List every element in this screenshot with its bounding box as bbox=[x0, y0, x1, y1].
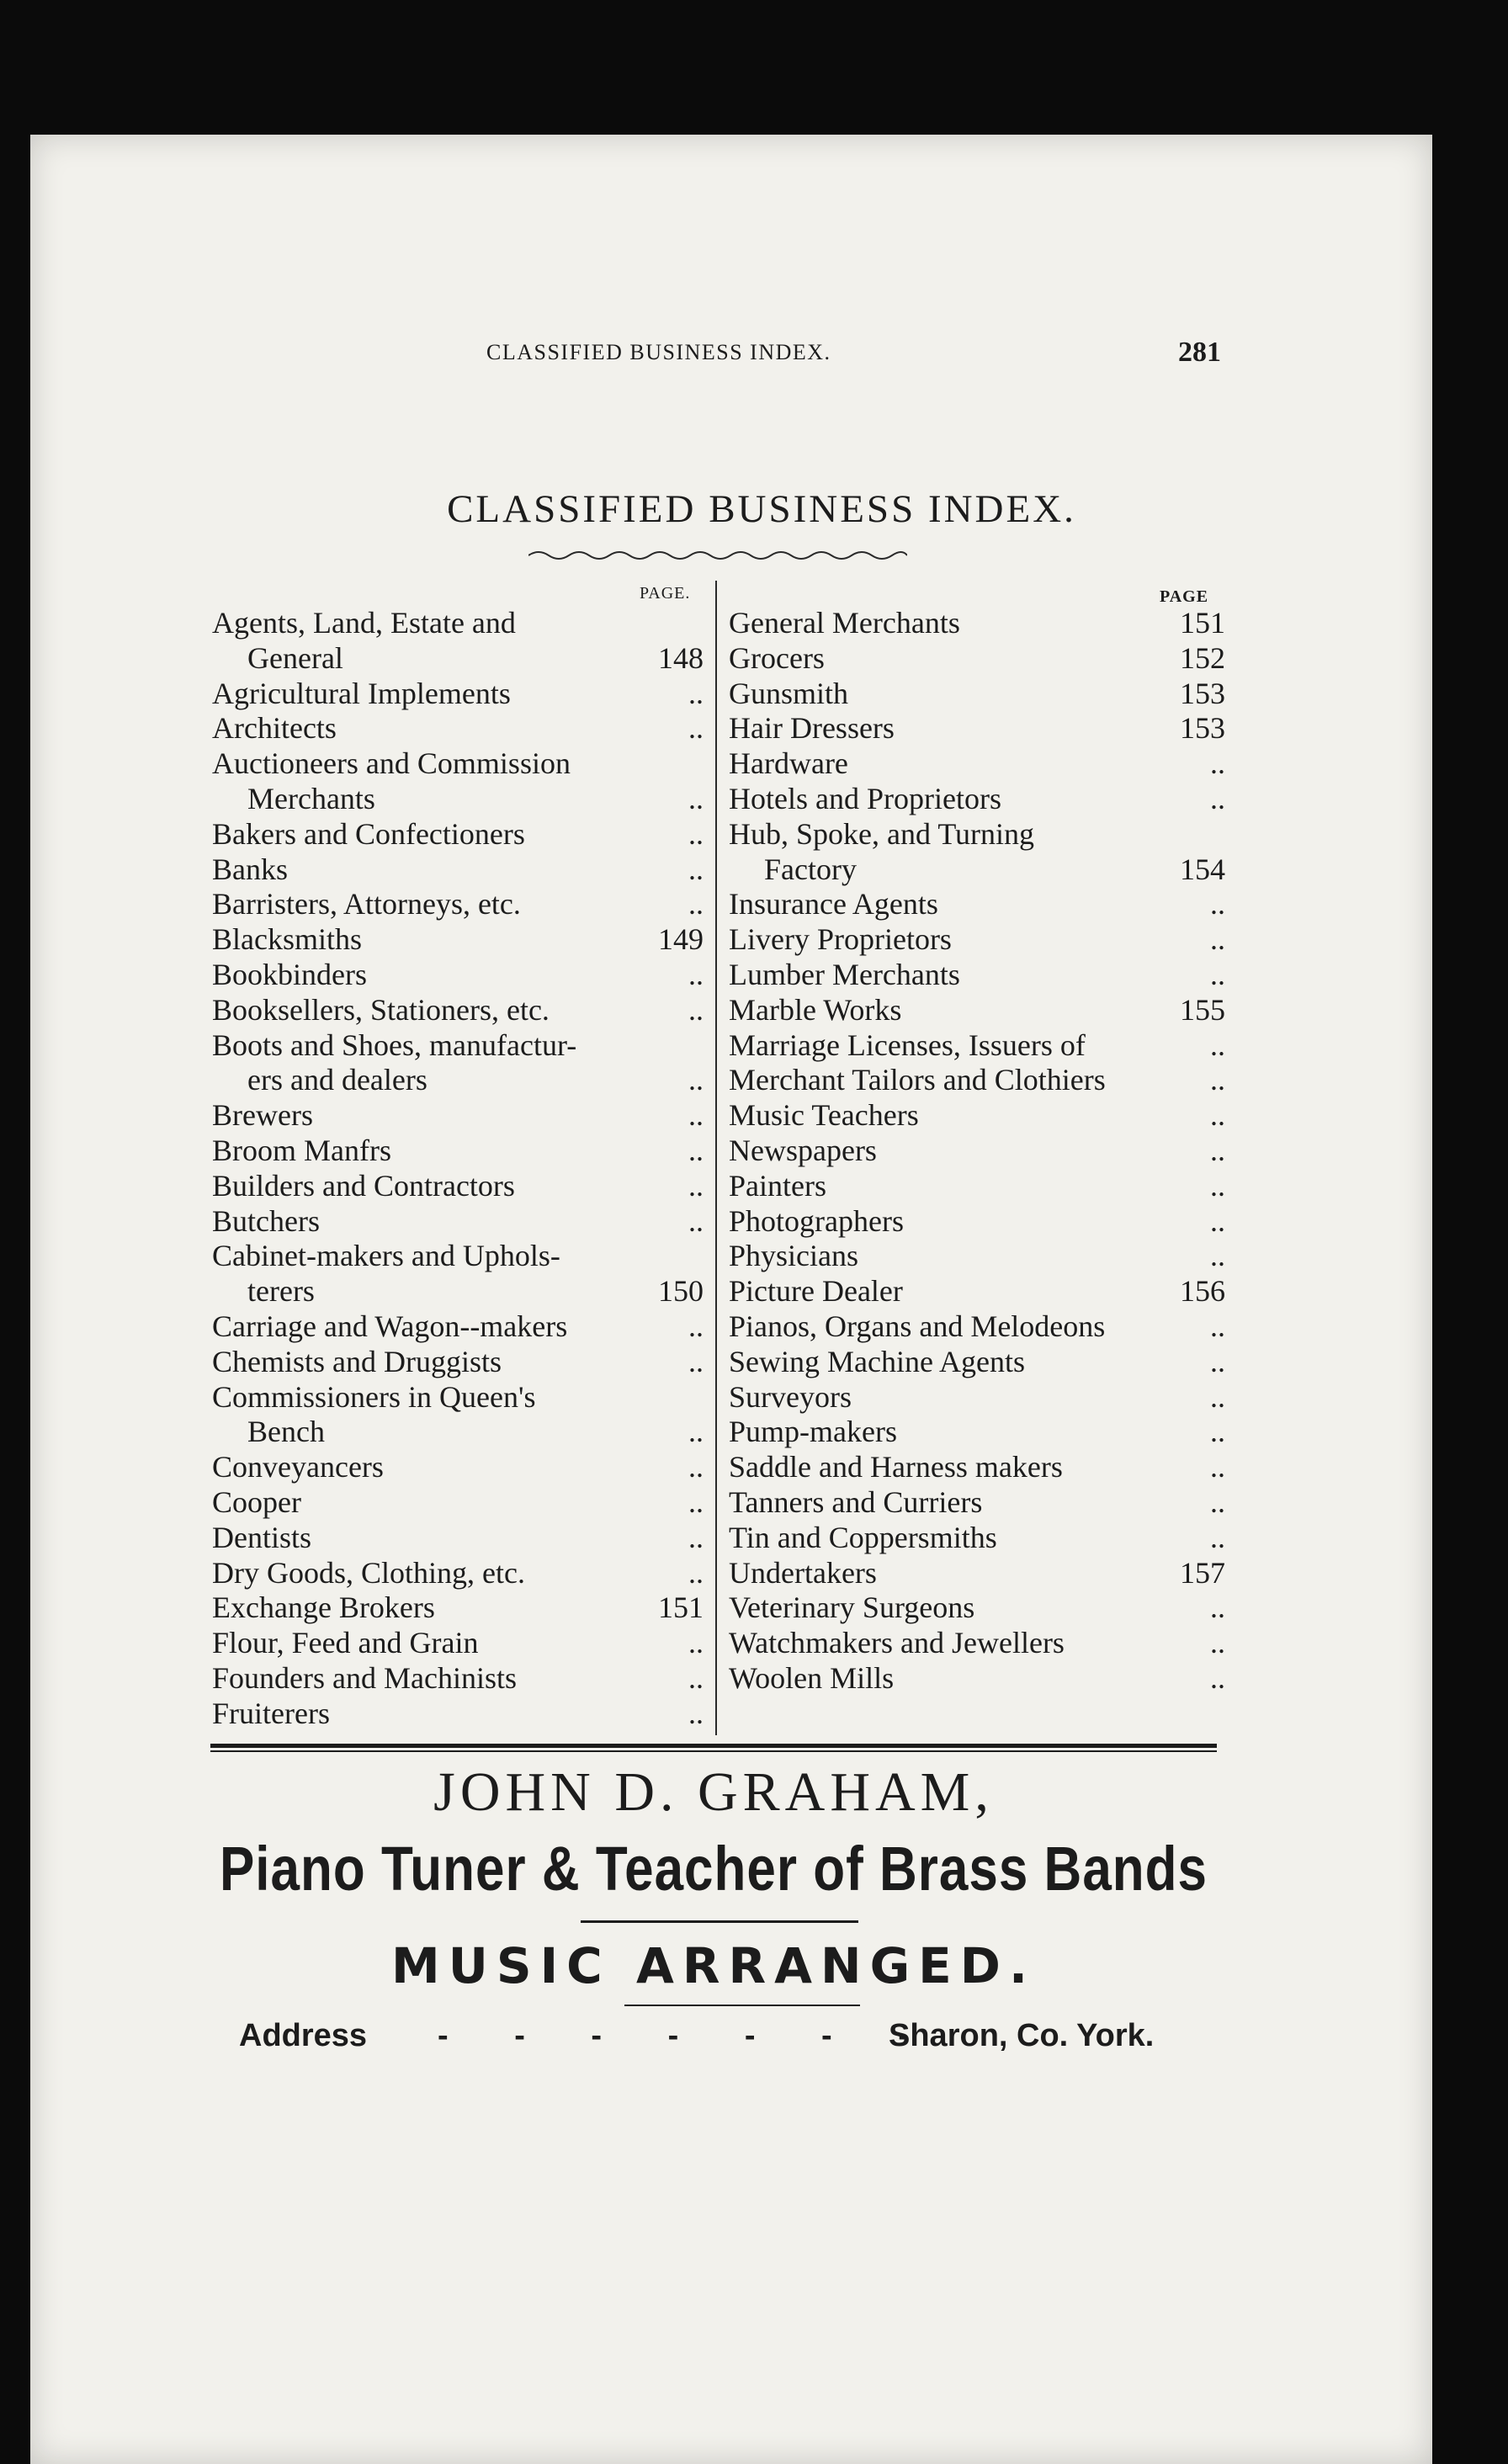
index-entry-page: .. bbox=[1210, 1590, 1225, 1625]
index-entry-label: Cabinet-makers and Uphols- bbox=[212, 1239, 560, 1273]
index-entry-page: .. bbox=[688, 1626, 704, 1660]
index-entry-label: Agricultural Implements bbox=[212, 676, 511, 710]
index-entry-label: ers and dealers bbox=[247, 1063, 427, 1097]
index-entry bbox=[212, 922, 715, 958]
index-entry-page: .. bbox=[688, 1063, 704, 1097]
index-entry-label: Agents, Land, Estate and bbox=[212, 606, 516, 640]
index-entry-page: .. bbox=[688, 1660, 704, 1695]
index-entry bbox=[212, 1380, 715, 1415]
index-entry-label: Photographers bbox=[729, 1203, 904, 1238]
index-entry-label: Veterinary Surgeons bbox=[729, 1590, 975, 1625]
index-entry-page: .. bbox=[1210, 957, 1225, 991]
left-index-column bbox=[212, 606, 715, 1732]
index-entry-label: Bench bbox=[247, 1415, 325, 1449]
index-entry-label: Chemists and Druggists bbox=[212, 1344, 502, 1378]
index-entry bbox=[212, 1028, 715, 1064]
index-entry-page: .. bbox=[1210, 746, 1225, 781]
index-entry-page: .. bbox=[1210, 1379, 1225, 1414]
index-entry-label: Sewing Machine Agents bbox=[729, 1344, 1025, 1378]
right-index-column bbox=[729, 606, 1234, 1697]
index-entry bbox=[729, 1521, 1234, 1556]
index-entry-label: Dry Goods, Clothing, etc. bbox=[212, 1555, 525, 1590]
index-entry-page: .. bbox=[688, 852, 704, 886]
index-entry-page: 150 bbox=[658, 1274, 704, 1309]
index-entry bbox=[212, 1485, 715, 1521]
index-entry bbox=[212, 1661, 715, 1697]
index-entry-page: .. bbox=[688, 1450, 704, 1484]
index-entry bbox=[729, 1485, 1234, 1521]
index-entry-label: Cooper bbox=[212, 1484, 301, 1519]
index-entry bbox=[212, 746, 715, 782]
index-entry-label: Undertakers bbox=[729, 1555, 877, 1590]
index-entry-label: Fruiterers bbox=[212, 1696, 330, 1730]
title-ornament bbox=[528, 549, 907, 562]
index-entry bbox=[212, 1204, 715, 1240]
index-entry bbox=[729, 641, 1234, 677]
index-entry-label: Woolen Mills bbox=[729, 1660, 895, 1695]
index-entry-label: Newspapers bbox=[729, 1133, 877, 1167]
index-entry-page: .. bbox=[1210, 1063, 1225, 1097]
index-entry-page: .. bbox=[1210, 781, 1225, 815]
index-entry-label: Brewers bbox=[212, 1098, 313, 1133]
index-entry-label: Pianos, Organs and Melodeons bbox=[729, 1309, 1106, 1343]
index-entry-page: .. bbox=[1210, 1203, 1225, 1238]
index-entry-label: Boots and Shoes, manufactur- bbox=[212, 1028, 577, 1062]
index-entry bbox=[729, 1345, 1234, 1380]
index-entry-page: .. bbox=[1210, 1415, 1225, 1449]
advertisement-address-leader: - - - - - - - bbox=[438, 2018, 937, 2053]
index-entry-page: .. bbox=[688, 1203, 704, 1238]
index-entry-page: .. bbox=[1210, 1133, 1225, 1167]
index-entry bbox=[212, 852, 715, 888]
index-entry-page: .. bbox=[1210, 1168, 1225, 1203]
index-entry-page: .. bbox=[1210, 1626, 1225, 1660]
index-entry-page: .. bbox=[1210, 1450, 1225, 1484]
index-entry bbox=[212, 606, 715, 641]
index-entry-page: .. bbox=[1210, 1098, 1225, 1133]
index-entry-page: .. bbox=[688, 992, 704, 1027]
page-title: CLASSIFIED BUSINESS INDEX. bbox=[447, 487, 1076, 531]
advertisement-address-value: Sharon, Co. York. bbox=[889, 2018, 1155, 2053]
index-entry bbox=[729, 711, 1234, 746]
index-entry bbox=[212, 993, 715, 1028]
advertisement-rule-short bbox=[624, 2005, 860, 2006]
index-entry-label: Exchange Brokers bbox=[212, 1590, 435, 1625]
index-entry-page: .. bbox=[1210, 1309, 1225, 1343]
index-entry bbox=[212, 887, 715, 922]
index-entry-page: .. bbox=[688, 711, 704, 746]
index-entry bbox=[212, 1415, 715, 1450]
index-entry-page: .. bbox=[1210, 1484, 1225, 1519]
index-entry bbox=[729, 1380, 1234, 1415]
index-entry-page: .. bbox=[688, 1309, 704, 1343]
index-entry-label: Broom Manfrs bbox=[212, 1133, 391, 1167]
index-entry-page: 156 bbox=[1180, 1274, 1225, 1309]
index-entry-label: Picture Dealer bbox=[729, 1274, 903, 1309]
index-entry-page: .. bbox=[688, 887, 704, 921]
index-entry bbox=[729, 1239, 1234, 1274]
index-entry bbox=[212, 958, 715, 993]
index-entry-label: Bookbinders bbox=[212, 957, 367, 991]
index-entry bbox=[212, 641, 715, 677]
index-entry-label: Grocers bbox=[729, 640, 825, 675]
index-entry-page: 153 bbox=[1180, 711, 1225, 746]
index-entry bbox=[729, 1309, 1234, 1345]
running-head: CLASSIFIED BUSINESS INDEX. bbox=[486, 340, 831, 364]
index-entry-page: .. bbox=[688, 1555, 704, 1590]
index-entry-page: .. bbox=[688, 781, 704, 815]
index-entry bbox=[212, 1697, 715, 1732]
index-entry bbox=[729, 1169, 1234, 1204]
index-entry-label: Marriage Licenses, Issuers of bbox=[729, 1028, 1086, 1062]
index-entry bbox=[212, 1345, 715, 1380]
index-entry-label: Banks bbox=[212, 852, 288, 886]
index-entry bbox=[212, 1309, 715, 1345]
index-entry-label: Architects bbox=[212, 711, 337, 746]
index-entry-label: terers bbox=[247, 1274, 315, 1309]
index-entry bbox=[729, 1134, 1234, 1169]
index-entry bbox=[729, 677, 1234, 712]
index-entry-label: Livery Proprietors bbox=[729, 922, 952, 957]
index-entry-page: .. bbox=[1210, 1028, 1225, 1062]
index-entry bbox=[212, 1169, 715, 1204]
left-page-heading: PAGE. bbox=[640, 584, 691, 603]
index-entry bbox=[729, 1204, 1234, 1240]
index-entry-label: Merchants bbox=[247, 781, 375, 815]
index-entry-page: .. bbox=[688, 676, 704, 710]
index-entry-label: Commissioners in Queen's bbox=[212, 1379, 536, 1414]
index-entry-label: Conveyancers bbox=[212, 1450, 384, 1484]
index-entry-label: Founders and Machinists bbox=[212, 1660, 517, 1695]
advertisement-name: JOHN D. GRAHAM, bbox=[433, 1761, 994, 1823]
index-entry-label: Merchant Tailors and Clothiers bbox=[729, 1063, 1106, 1097]
index-entry-label: Physicians bbox=[729, 1239, 859, 1273]
index-entry-label: Butchers bbox=[212, 1203, 320, 1238]
index-entry-label: Barristers, Attorneys, etc. bbox=[212, 887, 521, 921]
index-entry bbox=[729, 993, 1234, 1028]
index-entry bbox=[212, 1239, 715, 1274]
index-entry bbox=[729, 1274, 1234, 1309]
index-entry-label: Bakers and Confectioners bbox=[212, 816, 525, 851]
index-entry-page: .. bbox=[688, 1098, 704, 1133]
index-entry bbox=[212, 1063, 715, 1098]
index-entry-page: 155 bbox=[1180, 992, 1225, 1027]
index-entry-label: Pump-makers bbox=[729, 1415, 897, 1449]
index-entry-label: Tanners and Curriers bbox=[729, 1484, 983, 1519]
index-entry bbox=[212, 1626, 715, 1661]
index-entry bbox=[212, 782, 715, 817]
index-entry bbox=[212, 1521, 715, 1556]
index-entry-label: Insurance Agents bbox=[729, 887, 938, 921]
index-entry-page: .. bbox=[1210, 1344, 1225, 1378]
index-entry-page: 148 bbox=[658, 640, 704, 675]
index-entry-page: .. bbox=[688, 816, 704, 851]
index-entry-label: Carriage and Wagon--makers bbox=[212, 1309, 568, 1343]
index-entry-page: .. bbox=[1210, 1660, 1225, 1695]
index-entry-page: .. bbox=[688, 1133, 704, 1167]
advertisement-rule bbox=[581, 1920, 858, 1923]
index-entry-label: Blacksmiths bbox=[212, 922, 362, 957]
index-entry-page: .. bbox=[688, 1696, 704, 1730]
index-entry bbox=[212, 1590, 715, 1626]
index-entry-page: .. bbox=[1210, 1239, 1225, 1273]
index-entry-label: Saddle and Harness makers bbox=[729, 1450, 1063, 1484]
index-entry-page: .. bbox=[688, 1344, 704, 1378]
index-entry-page: .. bbox=[688, 1484, 704, 1519]
index-entry bbox=[729, 746, 1234, 782]
index-entry-label: Dentists bbox=[212, 1520, 312, 1554]
index-entry-label: Hardware bbox=[729, 746, 848, 781]
index-entry bbox=[729, 1415, 1234, 1450]
index-entry bbox=[212, 1556, 715, 1591]
index-entry-label: Hotels and Proprietors bbox=[729, 781, 1001, 815]
advertisement-address-label: Address bbox=[239, 2018, 368, 2053]
index-entry-label: Gunsmith bbox=[729, 676, 849, 710]
index-entry-page: 149 bbox=[658, 922, 704, 957]
column-divider bbox=[715, 581, 717, 1735]
index-entry-label: Booksellers, Stationers, etc. bbox=[212, 992, 550, 1027]
index-entry bbox=[212, 1134, 715, 1169]
index-entry-label: Hair Dressers bbox=[729, 711, 895, 746]
index-entry-page: .. bbox=[1210, 887, 1225, 921]
index-entry bbox=[212, 1098, 715, 1134]
index-entry bbox=[729, 1661, 1234, 1697]
index-entry-page: 154 bbox=[1180, 852, 1225, 886]
index-entry-label: Factory bbox=[764, 852, 857, 886]
page-number: 281 bbox=[1178, 337, 1221, 368]
index-entry-label: Surveyors bbox=[729, 1379, 852, 1414]
index-entry bbox=[729, 1450, 1234, 1485]
index-entry-label: General Merchants bbox=[729, 606, 960, 640]
index-entry bbox=[729, 782, 1234, 817]
index-entry-label: Auctioneers and Commission bbox=[212, 746, 571, 781]
index-entry-page: 153 bbox=[1180, 676, 1225, 710]
index-entry-page: .. bbox=[688, 1168, 704, 1203]
right-page-heading: PAGE bbox=[1160, 587, 1209, 606]
index-entry-page: .. bbox=[1210, 1520, 1225, 1554]
index-entry bbox=[212, 1450, 715, 1485]
index-entry bbox=[729, 1556, 1234, 1591]
index-entry-label: Painters bbox=[729, 1168, 826, 1203]
index-entry bbox=[729, 1626, 1234, 1661]
index-entry bbox=[212, 1274, 715, 1309]
index-entry-label: General bbox=[247, 640, 343, 675]
index-entry-page: 157 bbox=[1180, 1555, 1225, 1590]
index-entry-label: Tin and Coppersmiths bbox=[729, 1520, 997, 1554]
index-entry bbox=[729, 1098, 1234, 1134]
index-bottom-rule bbox=[210, 1744, 1217, 1748]
index-entry bbox=[729, 817, 1234, 852]
index-entry bbox=[729, 887, 1234, 922]
index-entry bbox=[729, 606, 1234, 641]
index-entry bbox=[729, 922, 1234, 958]
advertisement-tagline: MUSIC ARRANGED. bbox=[391, 1937, 1036, 1994]
index-entry-label: Hub, Spoke, and Turning bbox=[729, 816, 1035, 851]
index-entry bbox=[729, 958, 1234, 993]
index-entry-page: .. bbox=[1210, 922, 1225, 957]
index-entry-page: 152 bbox=[1180, 640, 1225, 675]
advertisement-profession: Piano Tuner & Teacher of Brass Bands bbox=[219, 1835, 1208, 1904]
index-entry-label: Watchmakers and Jewellers bbox=[729, 1626, 1065, 1660]
index-entry bbox=[729, 852, 1234, 888]
index-entry-label: Builders and Contractors bbox=[212, 1168, 515, 1203]
index-entry-label: Marble Works bbox=[729, 992, 902, 1027]
index-bottom-rule-thin bbox=[210, 1750, 1217, 1752]
index-entry bbox=[212, 677, 715, 712]
index-entry bbox=[729, 1028, 1234, 1064]
index-entry-label: Lumber Merchants bbox=[729, 957, 960, 991]
index-entry bbox=[729, 1063, 1234, 1098]
index-entry bbox=[729, 1590, 1234, 1626]
index-entry-page: 151 bbox=[658, 1590, 704, 1625]
index-entry-page: 151 bbox=[1180, 606, 1225, 640]
index-entry-label: Music Teachers bbox=[729, 1098, 919, 1133]
index-entry-page: .. bbox=[688, 1520, 704, 1554]
index-entry-page: .. bbox=[688, 1415, 704, 1449]
index-entry-page: .. bbox=[688, 957, 704, 991]
index-entry bbox=[212, 711, 715, 746]
index-entry bbox=[212, 817, 715, 852]
index-entry-label: Flour, Feed and Grain bbox=[212, 1626, 479, 1660]
